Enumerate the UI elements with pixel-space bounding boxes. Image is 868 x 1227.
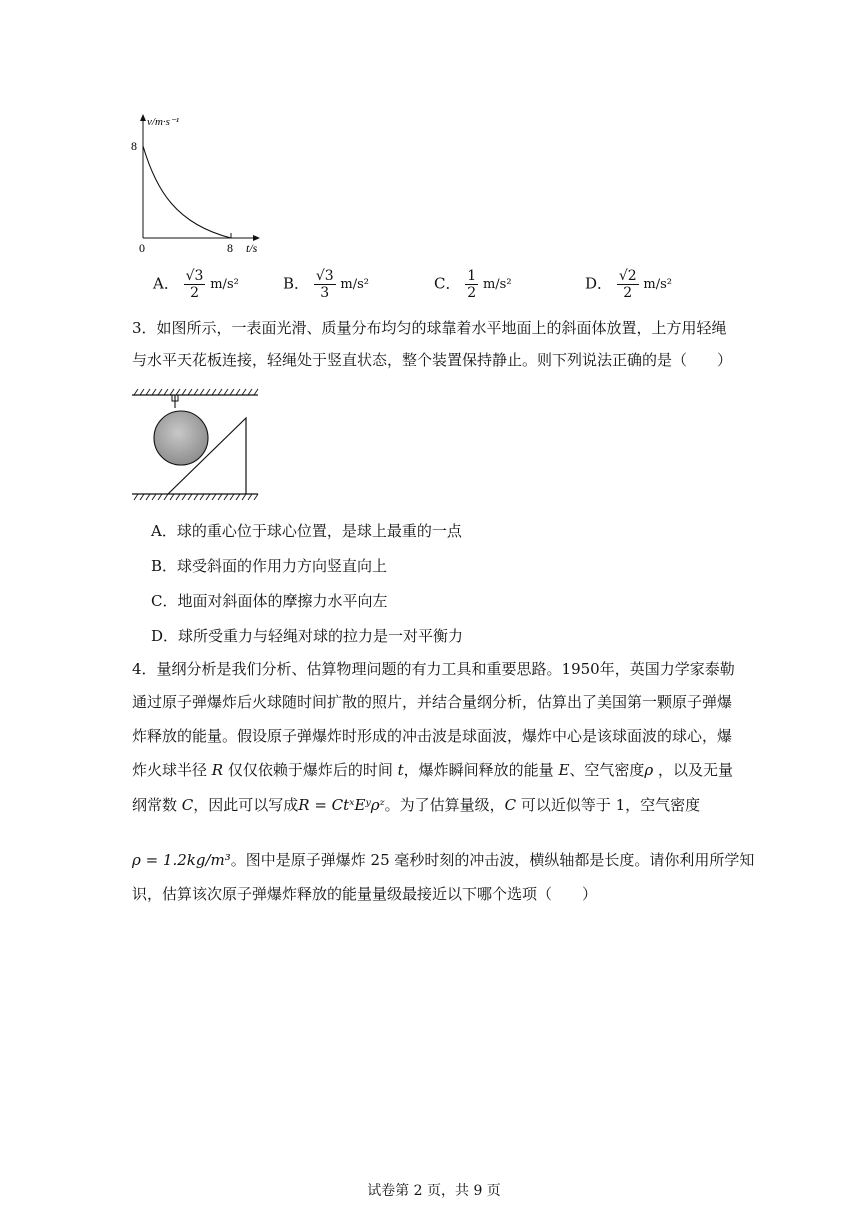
y-tick-label: 8 xyxy=(131,139,137,153)
ceiling-hatching xyxy=(134,389,258,395)
ground-hatching xyxy=(134,494,258,500)
formula-rho: ρ = 1.2kg/m³ xyxy=(132,851,231,869)
x-axis-label: t/s xyxy=(246,241,258,254)
q4-line-4: 炸火球半径 R 仅仅依赖于爆炸后的时间 t，爆炸瞬间释放的能量 E、空气密度ρ ，以及无量 xyxy=(132,761,734,779)
q4-line-1: 4．量纲分析是我们分析、估算物理问题的有力工具和重要思路。1950年，英国力学家泰勒 xyxy=(132,660,735,678)
q3-option-c: C．地面对斜面体的摩擦力水平向左 xyxy=(151,592,388,610)
ball-incline-figure xyxy=(128,388,268,504)
y-axis-label: v/m·s⁻¹ xyxy=(147,116,180,128)
q4-line-5: 纲常数 C，因此可以写成R = CtˣEʸρᶻ。为了估算量级，C 可以近似等于 1，空气密度 xyxy=(132,796,701,814)
q2-option-a: A． $\frac{√3}{2}$ m/s² xyxy=(153,268,239,301)
formula-r: R = CtˣEʸρᶻ xyxy=(298,796,385,814)
q3-option-a: A．球的重心位于球心位置，是球上最重的一点 xyxy=(151,522,462,540)
x-tick-label: 8 xyxy=(227,241,233,254)
velocity-time-graph xyxy=(128,112,278,254)
y-axis-arrow xyxy=(140,114,146,121)
q3-option-d: D．球所受重力与轻绳对球的拉力是一对平衡力 xyxy=(151,627,464,645)
q2-option-c: C． $\frac{1}{2}$ m/s² xyxy=(434,268,512,301)
velocity-curve xyxy=(143,146,231,238)
q4-line-7: 识，估算该次原子弹爆炸释放的能量量级最接近以下哪个选项（ ） xyxy=(132,885,598,903)
q3-line-1: 3．如图所示，一表面光滑、质量分布均匀的球靠着水平地面上的斜面体放置，上方用轻绳 xyxy=(132,319,727,337)
q2-option-d: D． $\frac{√2}{2}$ m/s² xyxy=(585,268,673,301)
origin-label: 0 xyxy=(139,241,145,254)
question-3-stem xyxy=(132,318,744,370)
ball xyxy=(154,411,208,465)
page-footer: 试卷第 2 页，共 9 页 xyxy=(367,1183,501,1199)
q3-option-b: B．球受斜面的作用力方向竖直向上 xyxy=(151,557,388,575)
q4-line-2: 通过原子弹爆炸后火球随时间扩散的照片，并结合量纲分析，估算出了美国第一颗原子弹爆 xyxy=(132,693,733,711)
q2-option-b: B． $\frac{√3}{3}$ m/s² xyxy=(283,268,370,301)
q4-line-6: ρ = 1.2kg/m³。图中是原子弹爆炸 25 毫秒时刻的冲击波，横纵轴都是长度。请你利用所学知 xyxy=(132,851,755,869)
q4-line-3: 炸释放的能量。假设原子弹爆炸时形成的冲击波是球面波，爆炸中心是该球面波的球心，爆 xyxy=(132,727,733,745)
q3-line-2: 与水平天花板连接，轻绳处于竖直状态，整个装置保持静止。则下列说法正确的是（ ） xyxy=(132,351,733,369)
